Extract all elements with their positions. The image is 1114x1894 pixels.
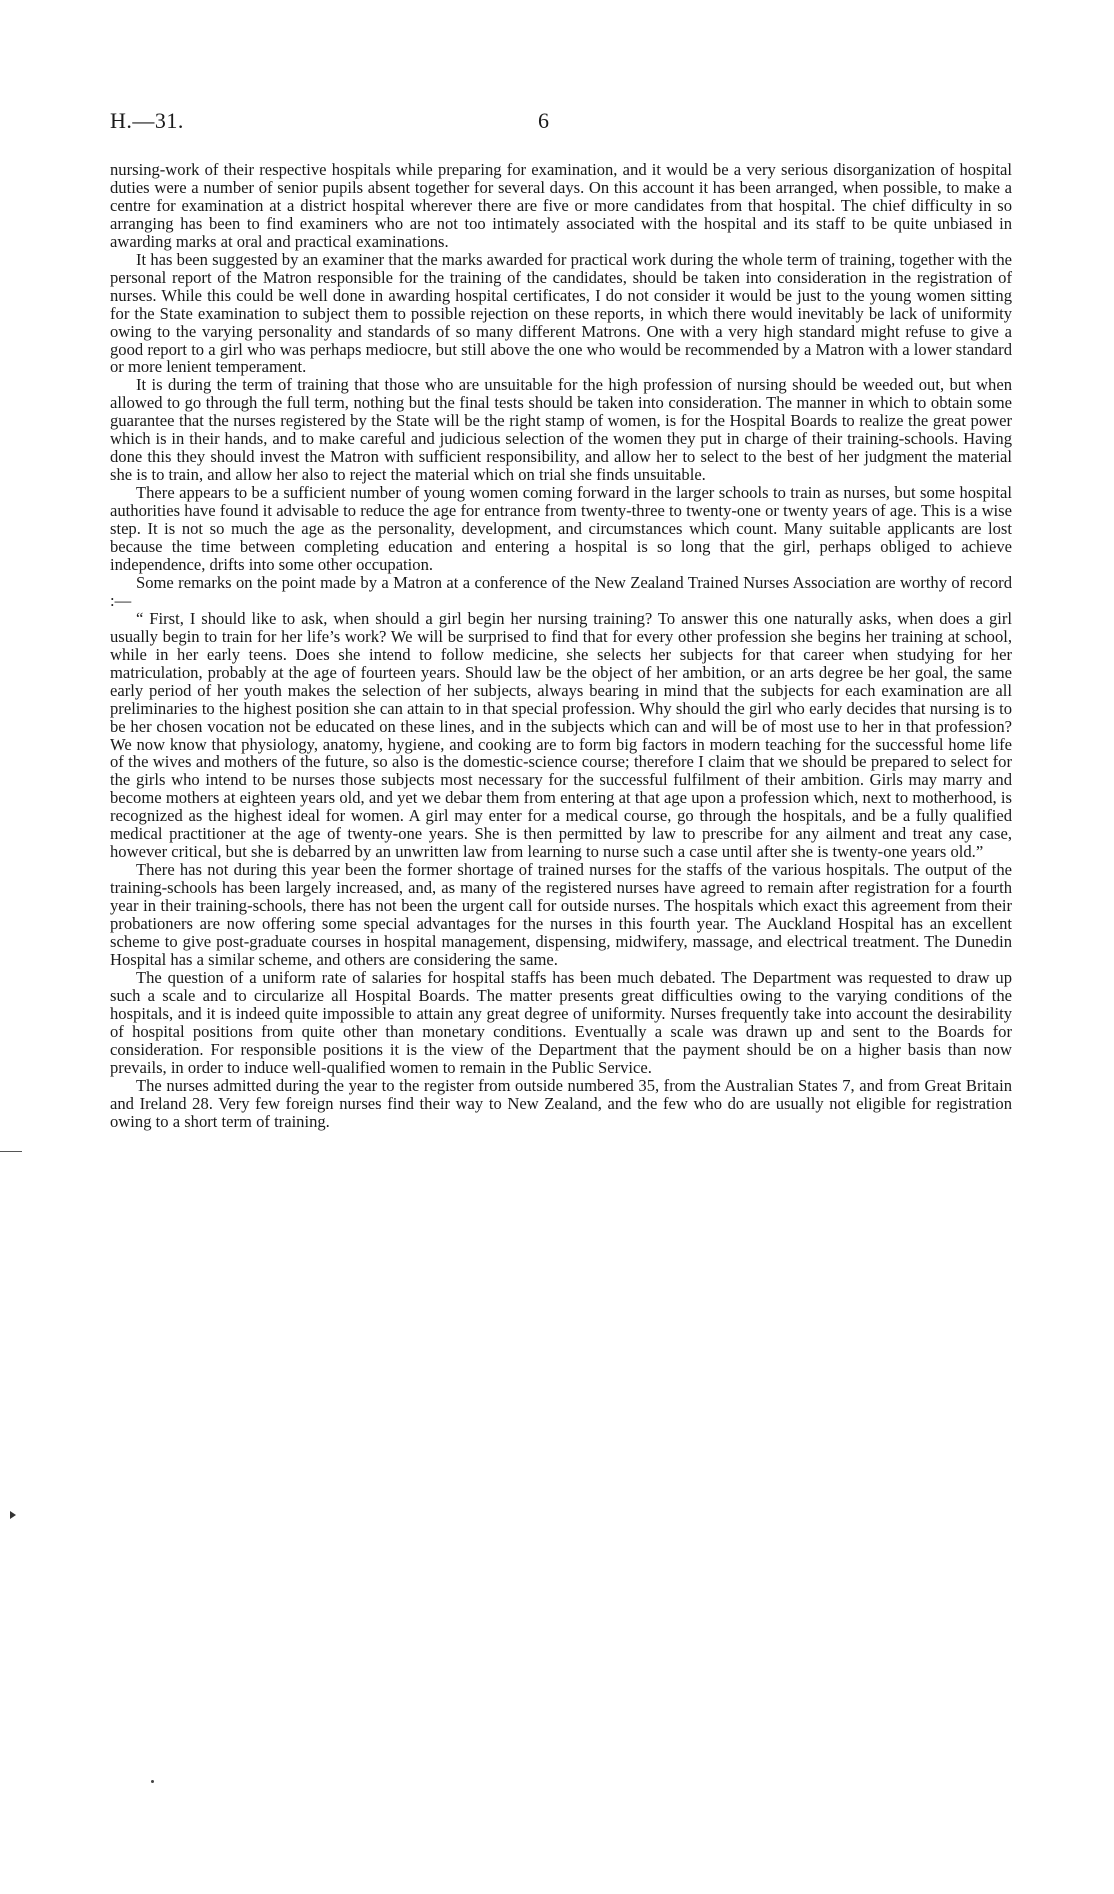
document-code: H.—31.	[110, 108, 184, 133]
paragraph-continuation: nursing-work of their respective hospitals while preparing for examination, and it would be a very serious disorganization of hospital duties were a number of senior pupils absent together for several days. On this account it has been arranged, when possible, to make a centre for examination at a district hospital wherever there are five or more candidates from that hospital. The chief difficulty in so arranging has been to find examiners who are not too intimately associated with the hospital and its staff to be quite unbiased in awarding marks at oral and practical examinations.	[110, 160, 1012, 251]
margin-dash-mark	[0, 1151, 22, 1152]
paragraph-salaries: The question of a uniform rate of salaries for hospital staffs has been much debated. The Department was requested to draw up such a scale and to circularize all Hospital Boards. The matter presents great difficulties owing to the varying conditions of the hospitals, and it is indeed quite impossible to attain any great degree of uniformity. Nurses frequently take into account the desirability of hospital positions from quite other than monetary conditions. Eventually a scale was drawn up and sent to the Boards for consideration. For responsible positions it is the view of the Department that the payment should be on a higher basis than now prevails, in order to induce well-qualified women to remain in the Public Service.	[110, 967, 1012, 1077]
paragraph-examiner-suggestion: It has been suggested by an examiner that the marks awarded for practical work during the whole term of training, together with the personal report of the Matron responsible for the training of the candidates, should be taken into consideration in the registration of nurses. While this could be well done in awarding hospital certificates, I do not consider it would be just to the young women sitting for the State examination to subject them to possible rejection on these reports, in which there would inevitably be lack of uniformity owing to the varying personality and standards of so many different Matrons. One with a very high standard might refuse to give a good report to a girl who was perhaps mediocre, but still above the one who would be recommended by a Matron with a lower standard or more lenient temperament.	[110, 249, 1012, 377]
paragraph-entrance-age: There appears to be a sufficient number of young women coming forward in the larger schools to train as nurses, but some hospital authorities have found it advisable to reduce the age for entrance from twenty-three to twenty-one or twenty years of age. This is a wise step. It is not so much the age as the personality, development, and circumstances which count. Many suitable applicants are lost because the time between completing education and entering a hospital is so long that the girl, perhaps obliged to achieve independence, drifts into some other occupation.	[110, 483, 1012, 574]
paragraph-conference-remarks: Some remarks on the point made by a Matron at a conference of the New Zealand Trained Nurses Association are worthy of record :—	[110, 572, 1012, 610]
paragraph-term-of-training: It is during the term of training that those who are unsuitable for the high profession of nursing should be weeded out, but when allowed to go through the full term, nothing but the final tests should be taken into consideration. The manner in which to obtain some guarantee that the nurses registered by the State will be the right stamp of women, is for the Hospital Boards to realize the great power which is in their hands, and to make careful and judicious selection of the women they put in charge of their training-schools. Having done this they should invest the Matron with sufficient responsibility, and allow her to select to the best of her judgment the material she is to train, and allow her also to reject the material which on trial she finds unsuitable.	[110, 375, 1012, 485]
body-text	[110, 161, 1012, 1130]
paragraph-nurse-shortage: There has not during this year been the former shortage of trained nurses for the staffs of the various hospitals. The output of the training-schools has been largely increased, and, as many of the registered nurses have agreed to remain after registration for a fourth year in their training-schools, there has not been the urgent call for outside nurses. The hospitals which exact this agreement from their probationers are now offering some special advantages for the nurses in this fourth year. The Auckland Hospital has an excellent scheme to give post-graduate courses in hospital management, dispensing, midwifery, massage, and electrical treatment. The Dunedin Hospital has a similar scheme, and others are considering the same.	[110, 860, 1012, 969]
paragraph-admitted-nurses: The nurses admitted during the year to the register from outside numbered 35, from the Australian States 7, and from Great Britain and Ireland 28. Very few foreign nurses find their way to New Zealand, and the few who do are usually not eligible for registration owing to a short term of training.	[110, 1075, 1012, 1131]
end-mark	[151, 1780, 154, 1783]
page-header	[110, 108, 1010, 138]
page-number: 6	[538, 108, 549, 133]
margin-arrow-mark	[10, 1511, 16, 1519]
paragraph-matron-quote: “ First, I should like to ask, when should a girl begin her nursing training? To answer this one naturally asks, when does a girl usually begin to train for her life’s work? We will be surprised to find that for every other profession she begins her training at school, while in her early teens. Does she intend to follow medicine, she selects her subjects for that career when studying for her matriculation, probably at the age of fourteen years. Should law be the object of her ambition, or an arts degree be her goal, the same early period of her youth makes the selection of her subjects, always bearing in mind that the subjects for each examination are all preliminaries to the highest position she can attain to in that special profession. Why should the girl who early decides that nursing is to be her chosen vocation not be educated on these lines, and in the subjects which can and will be of most use to her in that profession? We now know that physiology, anatomy, hygiene, and cooking are to form big factors in modern teaching for the successful home life of the wives and mothers of the future, so also is the domestic-science course; therefore I claim that we should be prepared to select for the girls who intend to be nurses those subjects most necessary for the successful fulfilment of their ambition. Girls may marry and become mothers at eighteen years old, and yet we debar them from entering at that age upon a profession which, next to motherhood, is recognized as the highest ideal for women. A girl may enter for a medical course, go through the hospitals, and be a fully qualified medical practitioner at the age of twenty-one years. She is then permitted by law to prescribe for any ailment and treat any case, however critical, but she is debarred by an unwritten law from learning to nurse such a case until after she is twenty-one years old.”	[110, 608, 1012, 862]
